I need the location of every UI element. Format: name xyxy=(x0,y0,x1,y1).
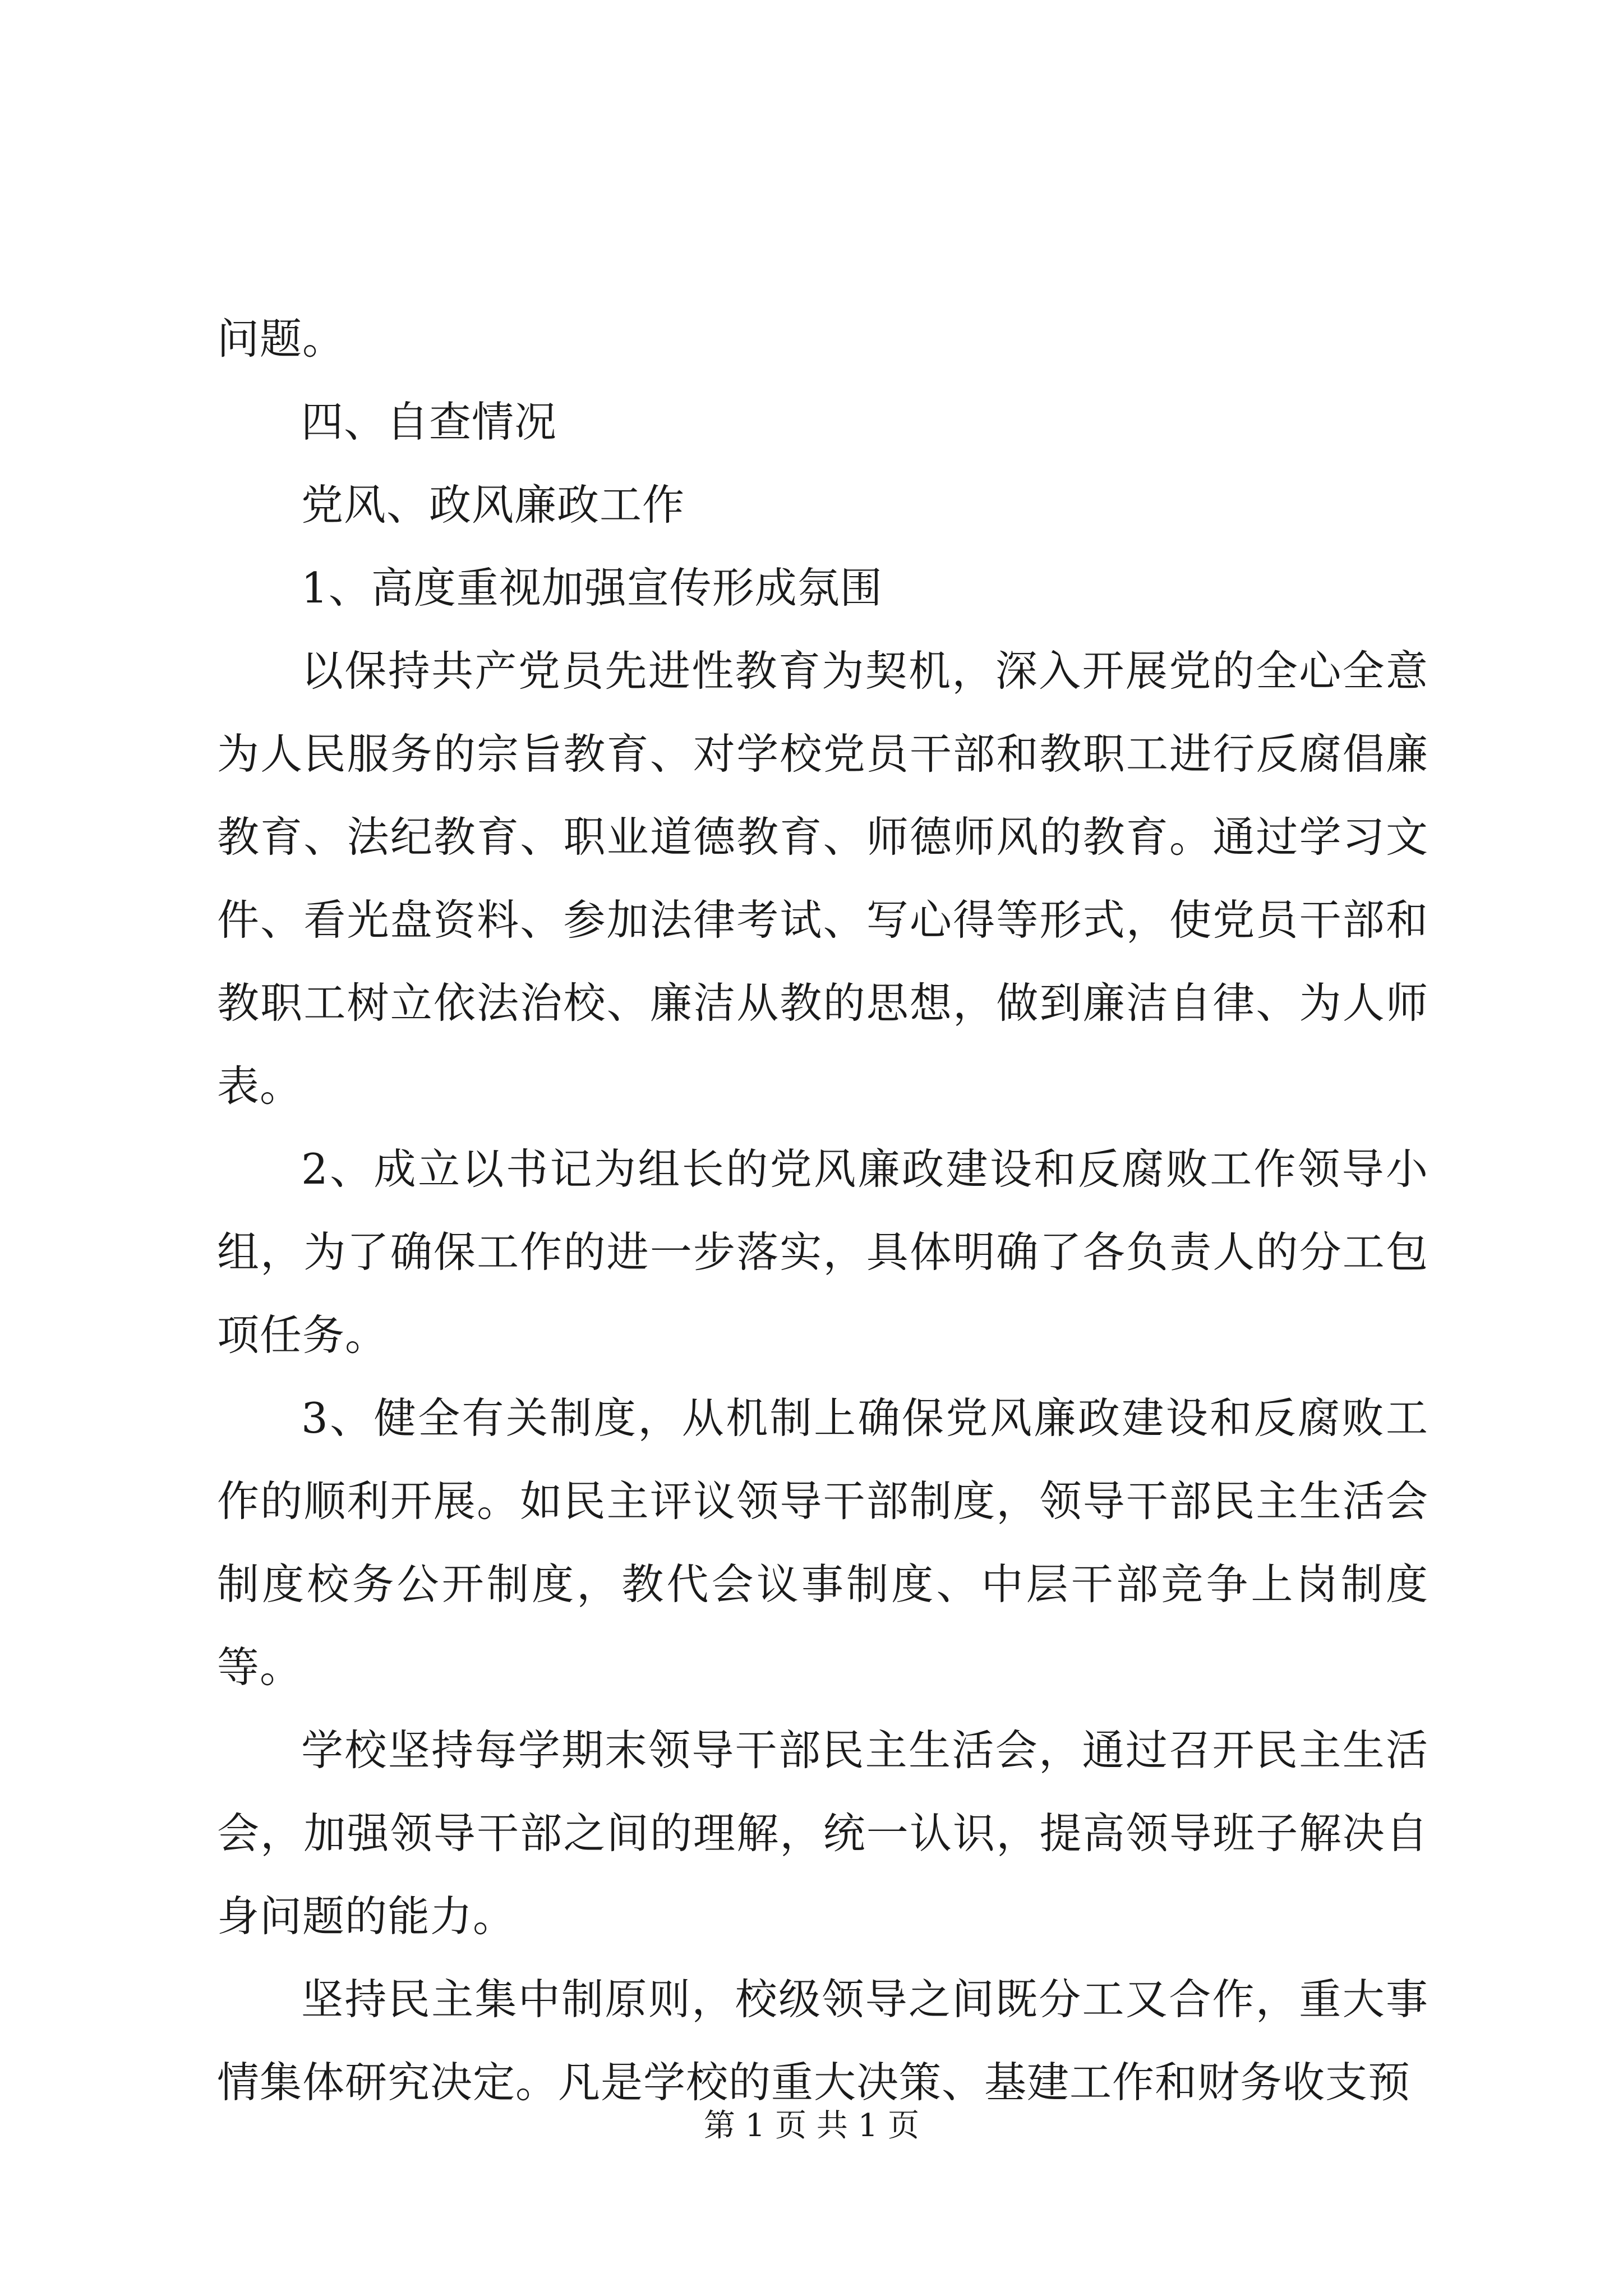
paragraph-item-3: 3、健全有关制度，从机制上确保党风廉政建设和反腐败工作的顺利开展。如民主评议领导干部制度，领导干部民主生活会制度校务公开制度，教代会议事制度、中层干部竞争上岗制度等。 xyxy=(217,1393,1428,1692)
paragraph-democratic-life: 学校坚持每学期末领导干部民主生活会，通过召开民主生活会，加强领导干部之间的理解，统一认识，提高领导班子解决自身问题的能力。 xyxy=(217,1726,1428,1941)
paragraph-item-2: 2、成立以书记为组长的党风廉政建设和反腐败工作领导小组，为了确保工作的进一步落实，具体明确了各负责人的分工包项任务。 xyxy=(217,1144,1428,1360)
section-heading: 四、自查情况 xyxy=(301,397,557,447)
document-body xyxy=(217,297,1428,2124)
page-footer xyxy=(0,2106,1623,2146)
paragraph-centralism: 坚持民主集中制原则，校级领导之间既分工又合作，重大事情集体研究决定。凡是学校的重大决策、基建工作和财务收支预 xyxy=(217,1975,1428,2107)
subsection-heading: 党风、政风廉政工作 xyxy=(301,480,685,530)
item-heading-1: 1、高度重视加强宣传形成氛围 xyxy=(301,563,883,613)
page-number-label: 第 1 页 共 1 页 xyxy=(703,2108,920,2144)
paragraph-education: 以保持共产党员先进性教育为契机，深入开展党的全心全意为人民服务的宗旨教育、对学校党员干部和教职工进行反腐倡廉教育、法纪教育、职业道德教育、师德师风的教育。通过学习文件、看光盘资料、参加法律考试、写心得等形式，使党员干部和教职工树立依法治校、廉洁从教的思想，做到廉洁自律、为人师表。 xyxy=(217,646,1428,1111)
paragraph-continuation: 问题。 xyxy=(217,314,345,364)
